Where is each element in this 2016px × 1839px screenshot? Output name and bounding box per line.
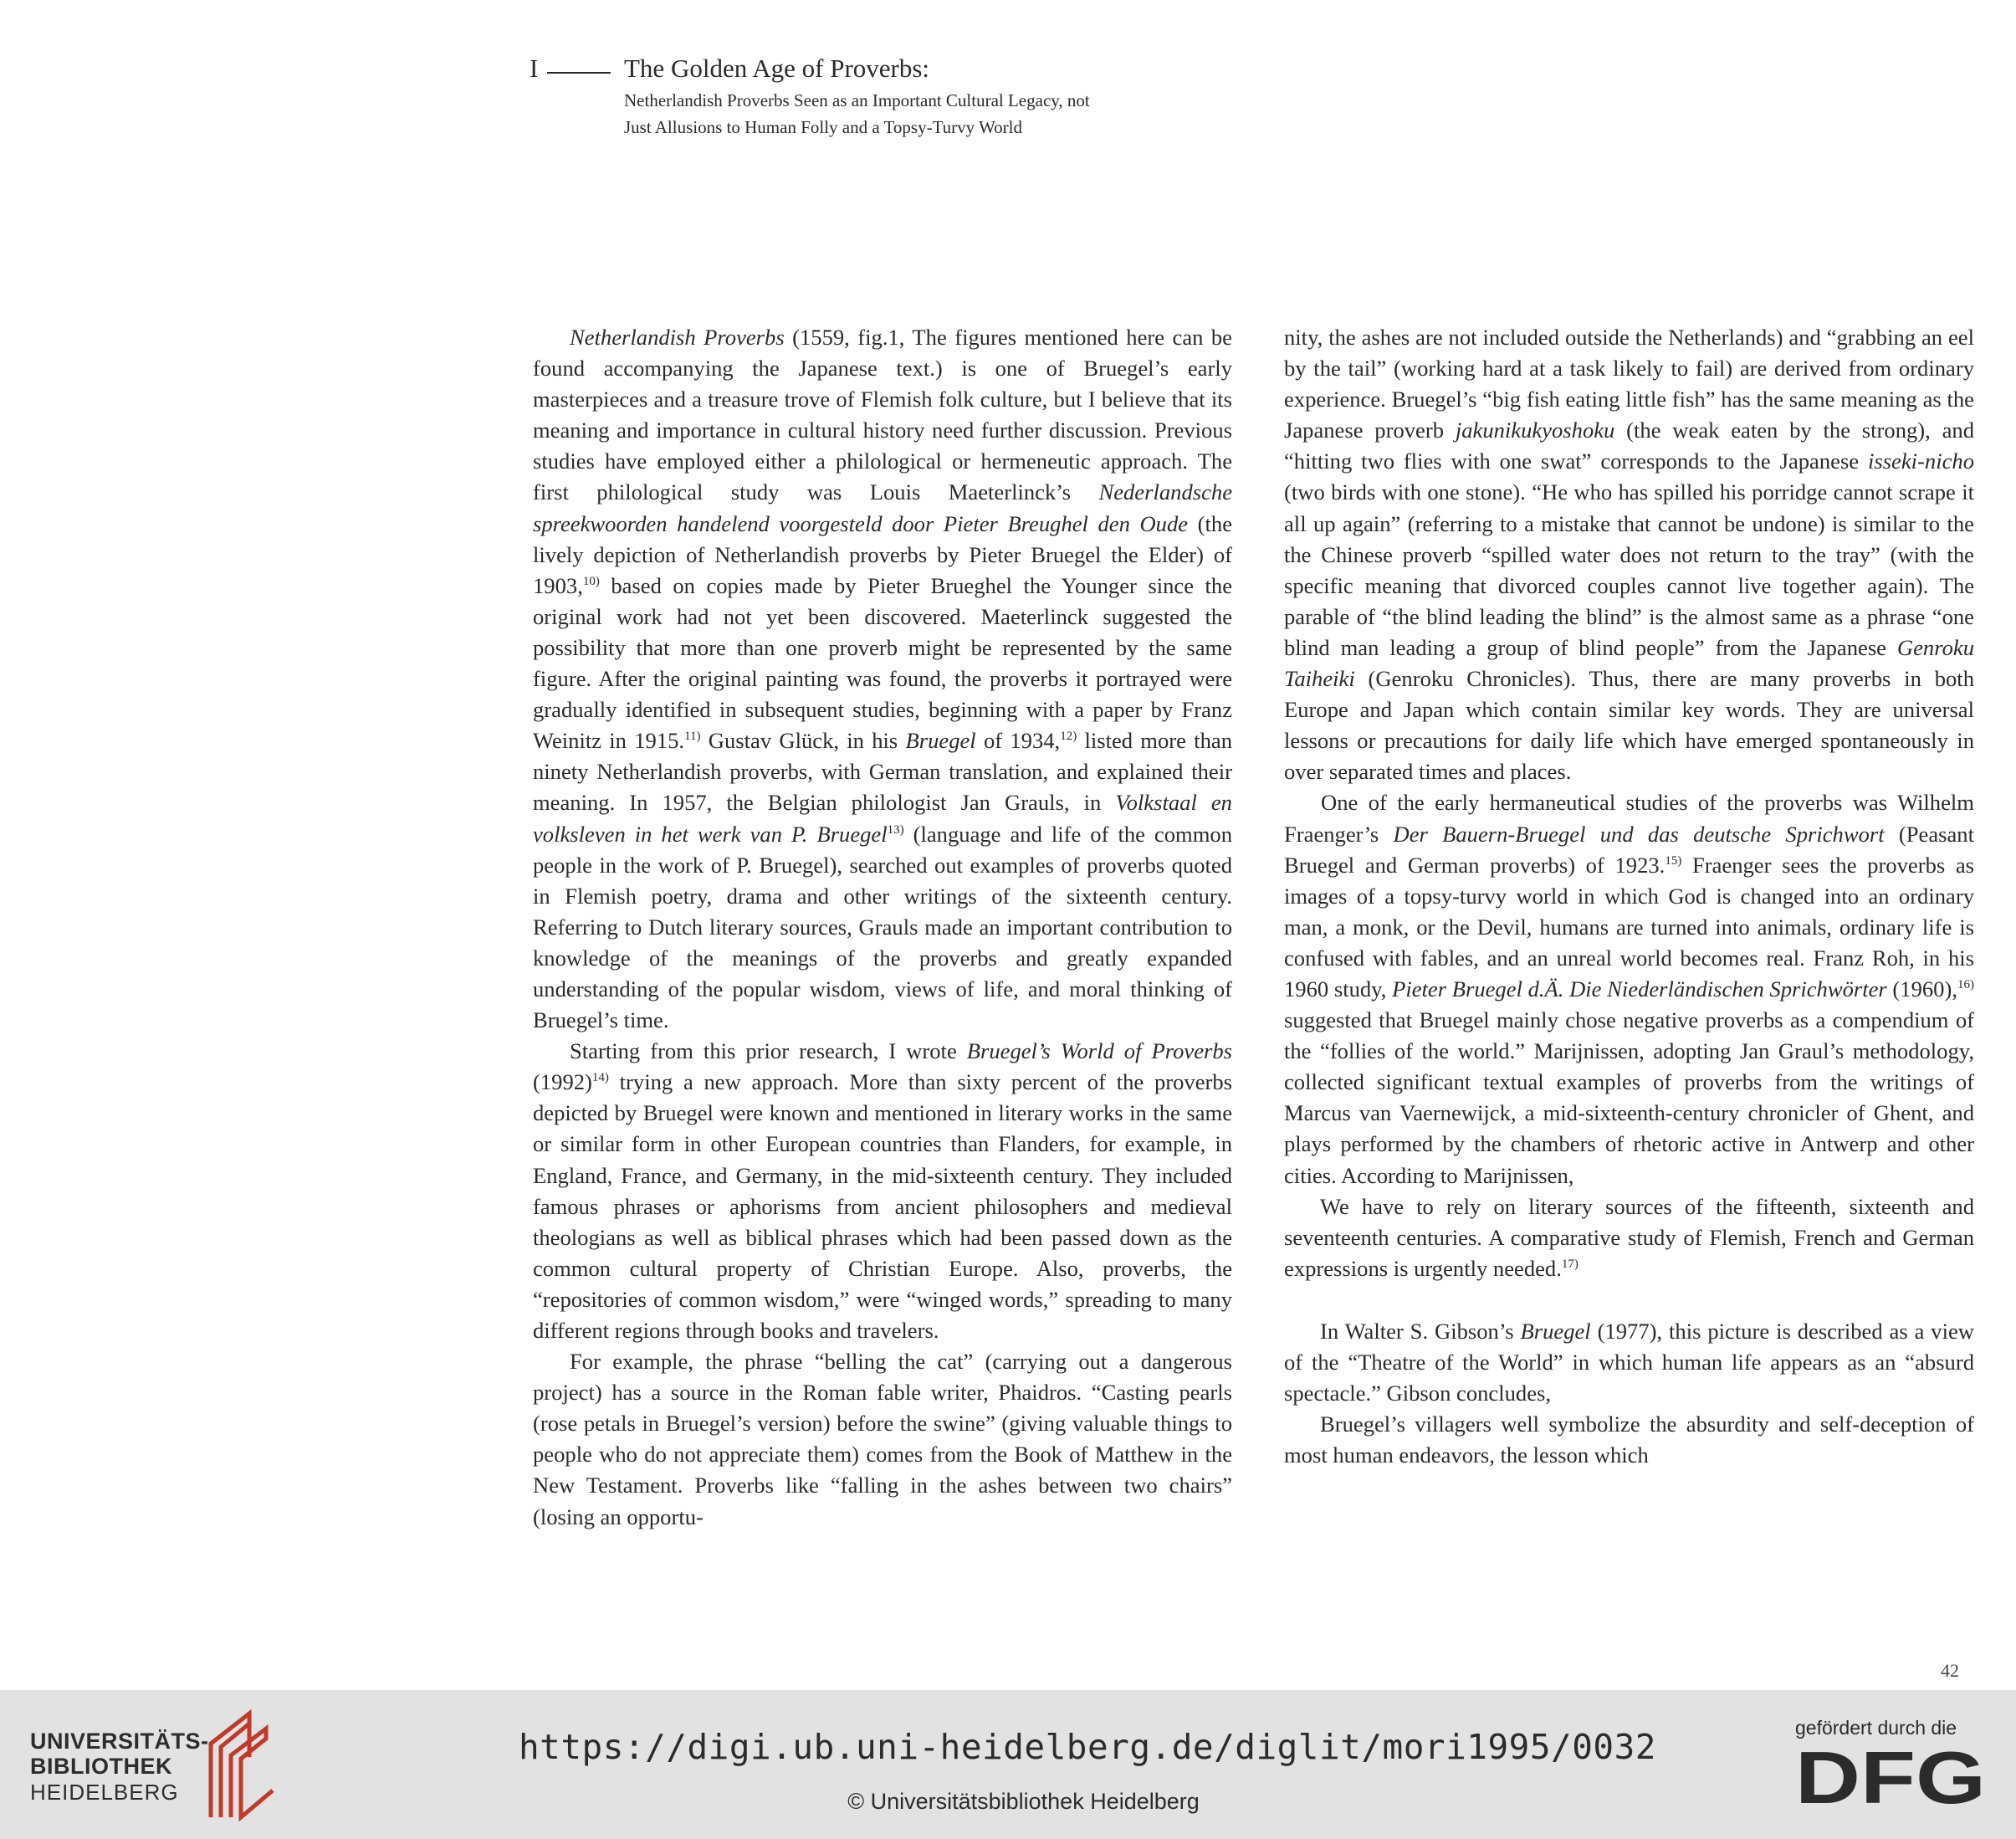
paragraph: Starting from this prior research, I wrote Bruegel’s World of Proverbs $(1992)^{14)}$ trying a new approach. More than sixty percent of the proverbs depicted by Bruegel were known and mentioned in literary works in the same or similar form in other European countries than Flanders, for example, in England, France, and Germany, in the mid-sixteenth century. They included famous phrases or aphorisms from ancient philosophers and medieval theologians as well as biblical phrases which had been passed down as the common cultural property of Christian Europe. Also, proverbs, the “repositories of common wisdom,” were “winged words,” spreading to many different regions through books and travelers.: [533, 1038, 1233, 1343]
right-column: [1284, 322, 1974, 1471]
block-quote: We have to rely on literary sources of the fifteenth, sixteenth and seventeenth centuries. A comparative study of Flemish, French and German expressions is urgently needed.$^{17)}$: [1284, 1193, 1974, 1281]
chapter-rule: [547, 72, 611, 74]
page-number: 42: [1941, 1660, 1959, 1681]
chapter-subtitle-line1: Netherlandish Proverbs Seen as an Important Cultural Legacy, not: [624, 90, 1090, 110]
document-url-link[interactable]: https://digi.ub.uni-heidelberg.de/diglit/mori1995/0032: [519, 1727, 1656, 1767]
copyright-notice: © Universitätsbibliothek Heidelberg: [847, 1789, 1200, 1814]
institution-name: [30, 1729, 209, 1806]
paragraph: nity, the ashes are not included outside the Netherlands) and “grabbing an eel by the tail” (working hard at a task likely to fail) are derived from ordinary experience. Bruegel’s “big fish eating little fish” has the same meaning as the Japanese proverb jakunikukyoshoku (the weak eaten by the strong), and “hitting two flies with one swat” corresponds to the Japanese isseki-nicho (two birds with one stone). “He who has spilled his porridge cannot scrape it all up again” (referring to a mistake that cannot be undone) is similar to the the Chinese proverb “spilled water does not return to the tray” (with the specific meaning that divorced couples cannot live together again). The parable of “the blind leading the blind” is the almost same as a phrase “one blind man leading a group of blind people” from the Japanese Genroku Taiheiki (Genroku Chronicles). Thus, there are many proverbs in both Europe and Japan which contain similar key words. They are universal lessons or precautions for daily life which have emerged spontaneously in over separated times and places.: [1284, 325, 1974, 785]
svg-text:DFG: DFG: [1795, 1744, 1986, 1807]
dfg-logo-icon: [1795, 1744, 1988, 1807]
paragraph: One of the early hermaneutical studies of the proverbs was Wilhelm Fraenger’s Der Bauern-Bruegel und das deutsche Sprichwort (Peasant Bruegel and German proverbs) of 1923.$^{15)}$ Fraenger sees the proverbs as images of a topsy-turvy world in which God is changed into an ordinary man, a monk, or the Devil, humans are turned into animals, ordinary life is confused with fables, and an unreal world becomes real. Franz Roh, in his 1960 study, Pieter Bruegel d.Ä. Die Niederländischen Sprichwörter (1960),$^{16)}$ suggested that Bruegel mainly chose negative proverbs as a compendium of the “follies of the world.” Marijnissen, adopting Jan Graul’s methodology, collected significant textual examples of proverbs from the writings of Marcus van Vaernewijck, a mid-sixteenth-century chronicler of Ghent, and plays performed by the chambers of rhetoric active in Antwerp and other cities. According to Marijnissen,: [1284, 790, 1974, 1188]
paragraph: Netherlandish Proverbs (1559, fig.1, The figures mentioned here can be found accompanying the Japanese text.) is one of Bruegel’s early masterpieces and a treasure trove of Flemish folk culture, but I believe that its meaning and importance in cultural history need further discussion. Previous studies have employed either a philological or hermeneutic approach. The first philological study was Louis Maeterlinck’s Nederlandsche spreekwoorden handelend voorgesteld door Pieter Breughel den Oude (the lively depiction of Netherlandish proverbs by Pieter Bruegel the Elder) of 1903,$^{10)}$ based on copies made by Pieter Brueghel the Younger since the original work had not yet been discovered. Maeterlinck suggested the possibility that more than one proverb might be represented by the same figure. After the original painting was found, the proverbs it portrayed were gradually identified in subsequent studies, beginning with a paper by Franz Weinitz in 1915.$^{11)}$ Gustav Glück, in his Bruegel of 1934,$^{12)}$ listed more than ninety Netherlandish proverbs, with German translation, and explained their meaning. In 1957, the Belgian philologist Jan Grauls, in Volkstaal en volksleven in het werk van P. Bruegel$^{13)}$ (language and life of the common people in the work of P. Bruegel), searched out examples of proverbs quoted in Flemish poetry, drama and other writings of the sixteenth century. Referring to Dutch literary sources, Grauls made an important contribution to knowledge of the meanings of the proverbs and greatly expanded understanding of the popular wisdom, views of life, and moral thinking of Bruegel’s time.: [533, 325, 1233, 1033]
block-quote: Bruegel’s villagers well symbolize the absurdity and self-deception of most human endeavors, the lesson which: [1284, 1411, 1974, 1468]
funder-caption: gefördert durch die: [1795, 1717, 1957, 1739]
left-column: [533, 322, 1232, 1533]
paragraph: For example, the phrase “belling the cat” (carrying out a dangerous project) has a source in the Roman fable writer, Phaidros. “Casting pearls (rose petals in Bruegel’s version) before the swine” (giving valuable things to people who do not appreciate them) comes from the Book of Matthew in the New Testament. Proverbs like “falling in the ashes between two chairs” (losing an opportu-: [533, 1349, 1232, 1529]
chapter-subtitle-line2: Just Allusions to Human Folly and a Topsy-Turvy World: [624, 117, 1022, 137]
chapter-title: The Golden Age of Proverbs:: [624, 54, 930, 83]
institution-line1: UNIVERSITÄTS-: [30, 1729, 209, 1754]
chapter-number: I: [530, 54, 539, 83]
paragraph: In Walter S. Gibson’s Bruegel (1977), this picture is described as a view of the “Theatre of the World” in which human life appears as an “absurd spectacle.” Gibson concludes,: [1284, 1318, 1974, 1406]
institution-line2: BIBLIOTHEK: [30, 1754, 172, 1779]
institution-line3: HEIDELBERG: [30, 1780, 179, 1805]
university-logo-icon: [201, 1707, 284, 1824]
